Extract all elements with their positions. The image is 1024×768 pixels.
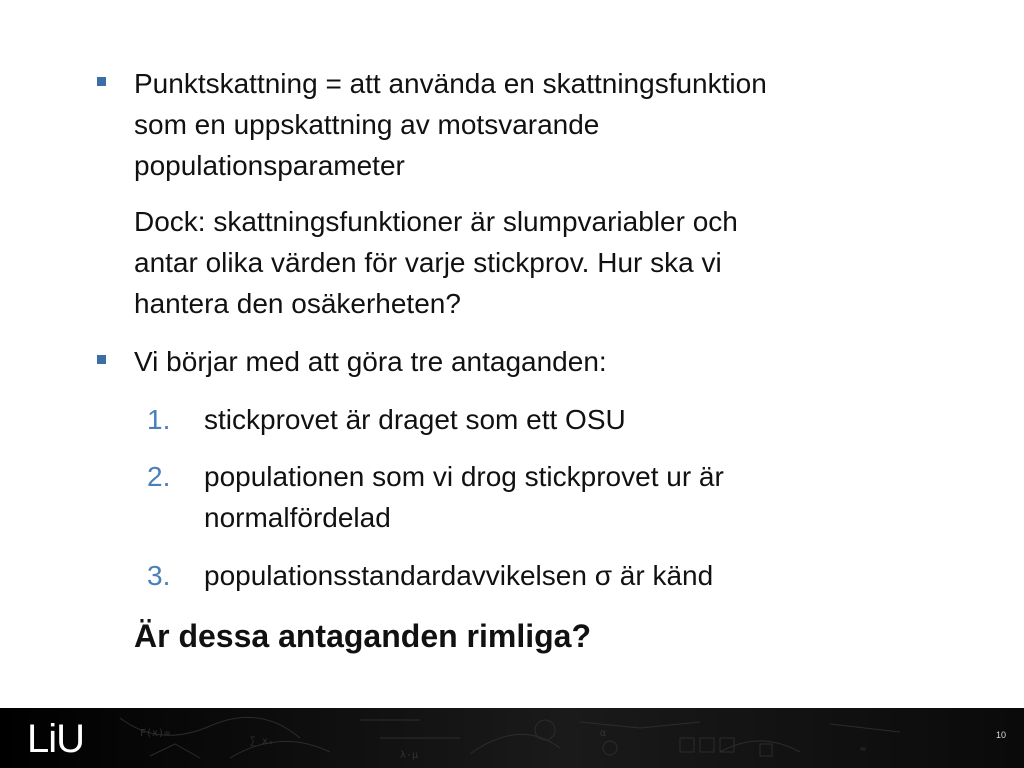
- bullet-1-note-line-2: antar olika värden för varje stickprov. Hur ska vi: [134, 247, 722, 278]
- footer-texture: [0, 708, 1024, 768]
- bullet-1-note-line-1: Dock: skattningsfunktioner är slumpvariabler och: [134, 206, 738, 237]
- footer-bar: [0, 708, 1024, 768]
- bullet-1-line-1: Punktskattning = att använda en skattningsfunktion: [134, 68, 767, 99]
- assumption-2-line-1: populationen som vi drog stickprovet ur är: [204, 461, 724, 492]
- bullet-1-note-line-3: hantera den osäkerheten?: [134, 288, 461, 319]
- assumption-3-line-1: populationsstandardavvikelsen σ är känd: [204, 560, 714, 591]
- svg-text:F(x)=: F(x)=: [140, 728, 171, 739]
- svg-text:α: α: [600, 728, 607, 739]
- svg-text:≈: ≈: [860, 744, 867, 755]
- bullet-2-line-1: Vi börjar med att göra tre antaganden:: [134, 346, 607, 377]
- bullet-marker-1: [97, 77, 106, 86]
- page-number: 10: [995, 730, 1006, 740]
- bullet-1-line-3: populationsparameter: [134, 150, 405, 181]
- assumption-2-line-2: normalfördelad: [204, 502, 391, 533]
- liu-logo: LiU: [27, 717, 85, 761]
- conclusion-question: Är dessa antaganden rimliga?: [134, 618, 592, 654]
- assumption-3-number: 3.: [147, 560, 171, 591]
- svg-text:λ·μ: λ·μ: [400, 750, 419, 761]
- bullet-marker-2: [97, 355, 106, 364]
- svg-text:∑ xᵢ: ∑ xᵢ: [250, 736, 275, 747]
- bullet-1-line-2: som en uppskattning av motsvarande: [134, 109, 600, 140]
- assumption-1-line-1: stickprovet är draget som ett OSU: [204, 404, 626, 435]
- assumption-2-number: 2.: [147, 461, 171, 492]
- assumption-1-number: 1.: [147, 404, 171, 435]
